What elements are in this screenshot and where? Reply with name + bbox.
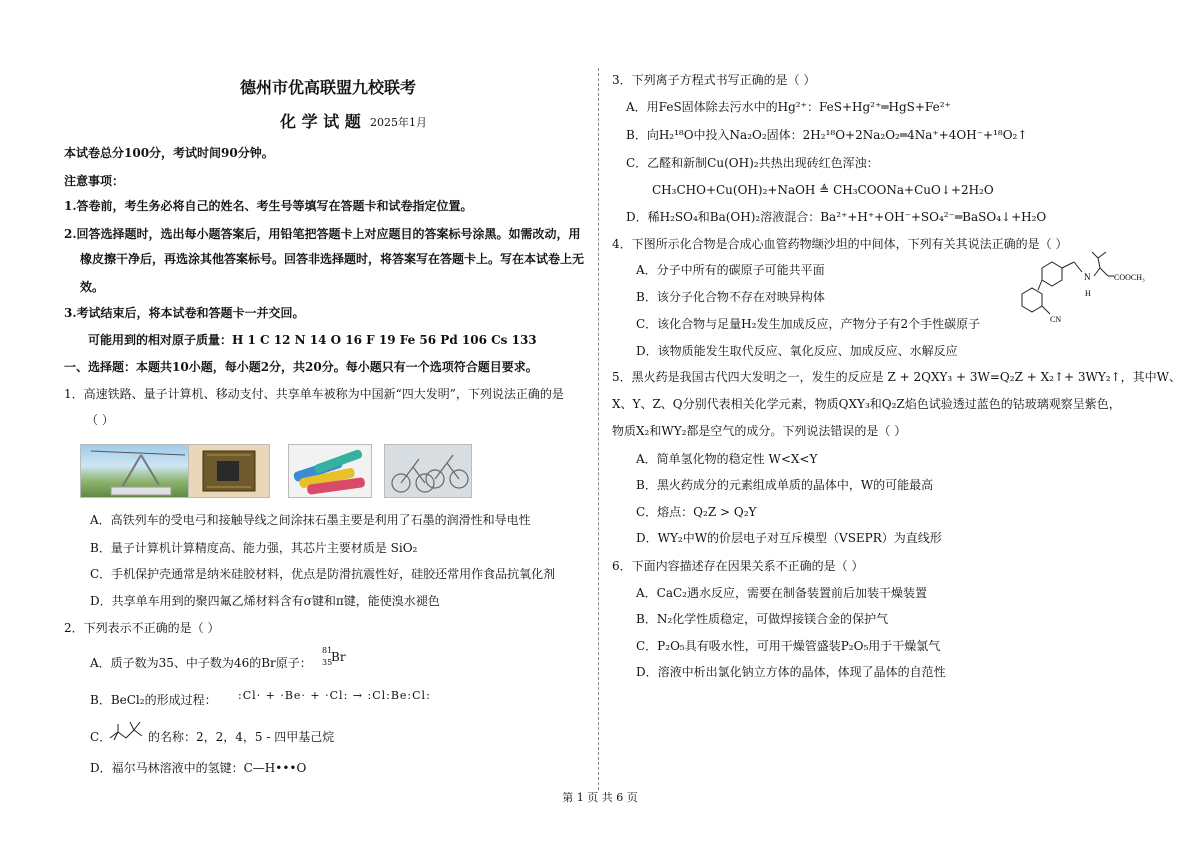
high-speed-rail-photo [80,444,194,498]
q5-stem-line-2: X、Y、Z、Q分别代表相关化学元素，物质QXY₃和Q₂Z焰色试验透过蓝色的钴玻璃观察呈紫色， [612,397,1121,411]
q1-option-d: D．共享单车用到的聚四氟乙烯材料含有σ键和π键，能使溴水褪色 [90,594,440,608]
q5-option-a: A．简单氢化物的稳定性 W<X<Y [636,452,818,466]
q6-option-b: B．N₂化学性质稳定，可做焊接镁合金的保护气 [636,612,889,626]
q2-option-b: B．BeCl₂的形成过程： [90,693,217,707]
q6-option-d: D．溶液中析出氯化钠立方体的晶体，体现了晶体的自范性 [636,665,946,679]
rail-pantograph-icon [81,445,193,497]
page-footer: 第 1 页 共 6 页 [562,791,638,804]
note-2-line-1: 2.回答选择题时，选出每小题答案后，用铅笔把答题卡上对应题目的答案标号涂黑。如需改动，用 [64,227,581,241]
q5-option-d: D．WY₂中W的价层电子对互斥模型（VSEPR）为直线形 [636,531,942,545]
q3-option-a: A．用FeS固体除去污水中的Hg²⁺：FeS+Hg²⁺═HgS+Fe²⁺ [626,100,951,114]
exam-title: 德州市优高联盟九校联考 [240,78,417,97]
q2-option-c: 的名称：2，2，4，5 - 四甲基己烷 [148,730,335,744]
note-2-line-2: 橡皮擦干净后，再选涂其他答案标号。回答非选择题时，将答案写在答题卡上。写在本试卷上无 [80,252,585,266]
q1-option-b: B．量子计算机计算精度高、能力强，其芯片主要材质是 SiO₂ [90,541,418,555]
q3-option-d: D．稀H₂SO₄和Ba(OH)₂溶液混合：Ba²⁺+H⁺+OH⁻+SO₄²⁻═BaSO₄↓+H₂O [626,210,1047,224]
q5-stem-line-3: 物质X₂和WY₂都是空气的成分。下列说法错误的是（ ） [612,424,907,438]
q4-option-c: C．该化合物与足量H₂发生加成反应，产物分子有2个手性碳原子 [636,317,981,331]
q2-stem: 2．下列表示不正确的是（ ） [64,621,220,635]
q2-option-c-label: C． [90,730,112,744]
q5-stem-line-1: 5．黑火药是我国古代四大发明之一，发生的反应是 Z + 2QXY₃ + 3W=Q₂Z + X₂↑+ 3WY₂↑，其中W、 [612,370,1181,384]
q1-stem-line-1: 1．高速铁路、量子计算机、移动支付、共享单车被称为中国新“四大发明”，下列说法正确的是 [64,387,564,401]
structure-h-label: H [1085,289,1091,298]
skeletal-structure-icon [108,718,150,744]
q5-option-b: B．黑火药成分的元素组成单质的晶体中，W的可能最高 [636,478,934,492]
mass-number: 81 [322,646,333,655]
q3-option-c-equation: CH₃CHO+Cu(OH)₂+NaOH ≜ CH₃COONa+CuO↓+2H₂O [652,183,994,197]
structure-ester-label: COOCH₃ [1114,273,1145,282]
becl2-formation-equation: :Cl· + ·Be· + ·Cl: → :Cl:Be:Cl: [238,689,431,702]
element-symbol: Br [331,650,346,664]
bicycle-icon [385,445,471,497]
q1-option-a: A．高铁列车的受电弓和接触导线之间涂抹石墨主要是利用了石墨的润滑性和导电性 [90,513,531,527]
q3-option-b: B．向H₂¹⁸O中投入Na₂O₂固体：2H₂¹⁸O+2Na₂O₂═4Na⁺+4OH⁻+¹⁸O₂↑ [626,128,1028,142]
shared-bikes-photo [384,444,472,498]
q4-stem: 4．下图所示化合物是合成心血管药物缬沙坦的中间体，下列有关其说法正确的是（ ） [612,237,1068,251]
q4-option-b: B．该分子化合物不存在对映异构体 [636,290,825,304]
q5-option-c: C．熔点：Q₂Z > Q₂Y [636,505,757,519]
note-2-line-3: 效。 [80,280,105,294]
notes-heading: 注意事项： [64,174,125,188]
exam-date: 2025年1月 [370,116,427,129]
atomic-number: 35 [322,658,333,667]
quantum-chip-photo [188,444,270,498]
q3-option-c: C．乙醛和新制Cu(OH)₂共热出现砖红色浑浊： [626,156,879,170]
q6-option-c: C．P₂O₅具有吸水性，可用干燥管盛装P₂O₅用于干燥氯气 [636,639,941,653]
note-3: 3.考试结束后，将本试卷和答题卡一并交回。 [64,306,305,320]
column-divider [598,68,599,790]
q2-option-a: A．质子数为35、中子数为46的Br原子： [90,656,312,670]
valsartan-intermediate-structure-icon [1002,250,1152,330]
q3-stem: 3．下列离子方程式书写正确的是（ ） [612,73,816,87]
q4-option-d: D．该物质能发生取代反应、氧化反应、加成反应、水解反应 [636,344,958,358]
structure-n-label: N [1084,272,1091,282]
atomic-masses: 可能用到的相对原子质量：H 1 C 12 N 14 O 16 F 19 Fe 56 Pd 106 Cs 133 [88,333,537,347]
score-line: 本试卷总分100分，考试时间90分钟。 [64,146,274,160]
phone-case-icon [289,445,371,497]
cpu-chip-icon [189,445,269,497]
subject-title: 化 学 试 题 [280,112,361,131]
q1-stem-line-2: （ ） [86,413,114,427]
phone-case-photo [288,444,372,498]
q4-option-a: A．分子中所有的碳原子可能共平面 [636,263,825,277]
section-1-heading: 一、选择题：本题共10小题，每小题2分，共20分。每小题只有一个选项符合题目要求。 [64,360,538,374]
q2-option-d: D．福尔马林溶液中的氢键：C—H•••O [90,761,307,775]
q1-option-c: C．手机保护壳通常是纳米硅胶材料，优点是防滑抗震性好，硅胶还常用作食品抗氧化剂 [90,567,556,581]
q6-option-a: A．CaC₂遇水反应，需要在制备装置前后加装干燥装置 [636,586,927,600]
note-1: 1.答卷前，考生务必将自己的姓名、考生号等填写在答题卡和试卷指定位置。 [64,199,473,213]
q6-stem: 6．下面内容描述存在因果关系不正确的是（ ） [612,559,864,573]
structure-cn-label: CN [1050,315,1062,324]
